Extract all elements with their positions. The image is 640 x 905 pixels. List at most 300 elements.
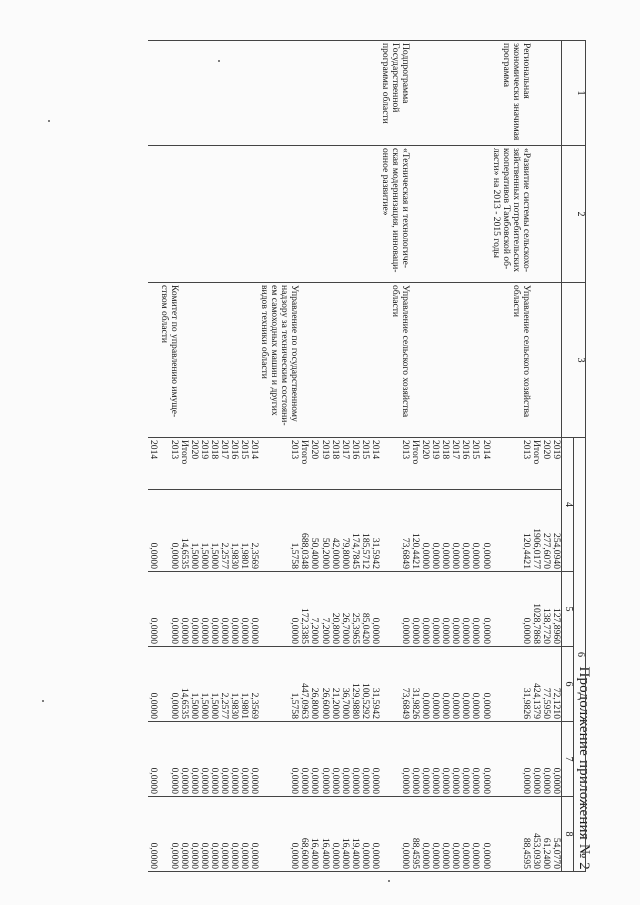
year-cell: 2020 <box>541 438 551 490</box>
executor-cell <box>430 283 440 438</box>
table-row <box>460 41 470 872</box>
extrabudget-cell: 0,0000 <box>148 797 158 872</box>
federal-budget-cell: 0,0000 <box>189 572 199 647</box>
extrabudget-cell: 0,0000 <box>239 797 249 872</box>
year-cell: Итого <box>179 438 189 490</box>
header-col-2: 2 <box>562 146 586 283</box>
local-budget-cell: 0,0000 <box>219 722 229 797</box>
regional-budget-cell: 31,9826 <box>491 647 531 722</box>
extrabudget-cell: 88,4595 <box>491 797 531 872</box>
executor-cell <box>551 283 562 438</box>
local-budget-cell: 0,0000 <box>340 722 350 797</box>
total-cell: 0,0000 <box>470 490 480 572</box>
year-cell: 2015 <box>470 438 480 490</box>
program-name-cell <box>370 146 380 283</box>
federal-budget-cell: 127,8960 <box>551 572 562 647</box>
regional-budget-cell: 1,5758 <box>259 647 299 722</box>
executor-cell <box>209 283 219 438</box>
extrabudget-cell: 16,4000 <box>309 797 319 872</box>
regional-budget-cell: 100,5292 <box>360 647 370 722</box>
regional-budget-cell: 26,8000 <box>309 647 319 722</box>
executor-cell <box>541 283 551 438</box>
program-type-cell <box>360 41 370 146</box>
local-budget-cell: 0,0000 <box>259 722 299 797</box>
total-cell: 1,5000 <box>209 490 219 572</box>
total-cell: 1,5000 <box>189 490 199 572</box>
extrabudget-cell: 0,0000 <box>209 797 219 872</box>
federal-budget-cell: 20,8000 <box>330 572 340 647</box>
executor-cell <box>189 283 199 438</box>
program-name-cell <box>330 146 340 283</box>
total-cell: 73,6849 <box>380 490 410 572</box>
budget-table <box>148 40 586 872</box>
program-type-cell <box>551 41 562 146</box>
federal-budget-cell: 0,0000 <box>491 572 531 647</box>
executor-cell <box>179 283 189 438</box>
federal-budget-cell: 25,3965 <box>350 572 360 647</box>
extrabudget-cell: 0,0000 <box>219 797 229 872</box>
extrabudget-cell: 0,0000 <box>360 797 370 872</box>
table-row <box>229 41 239 872</box>
local-budget-cell: 0,0000 <box>420 722 430 797</box>
program-name-cell <box>340 146 350 283</box>
year-cell: Итого <box>531 438 541 490</box>
year-cell: 2016 <box>350 438 360 490</box>
table-row <box>259 41 299 872</box>
extrabudget-cell: 0,0000 <box>249 797 259 872</box>
regional-budget-cell: 0,0000 <box>440 647 450 722</box>
federal-budget-cell: 0,0000 <box>239 572 249 647</box>
year-cell: 2014 <box>481 438 491 490</box>
local-budget-cell: 0,0000 <box>320 722 330 797</box>
year-cell: 2013 <box>259 438 299 490</box>
regional-budget-cell: 1,5000 <box>189 647 199 722</box>
program-type-cell <box>420 41 430 146</box>
program-type-cell <box>320 41 330 146</box>
year-cell: 2019 <box>320 438 330 490</box>
program-name-cell <box>189 146 199 283</box>
local-budget-cell: 0,0000 <box>350 722 360 797</box>
program-type-cell <box>259 41 299 146</box>
total-cell: 2,3569 <box>249 490 259 572</box>
table-row <box>380 41 410 872</box>
program-type-cell <box>541 41 551 146</box>
table-row <box>159 41 179 872</box>
regional-budget-cell: 0,0000 <box>481 647 491 722</box>
regional-budget-cell: 1,5000 <box>199 647 209 722</box>
federal-budget-cell: 0,0000 <box>249 572 259 647</box>
local-budget-cell: 0,0000 <box>380 722 410 797</box>
table-row <box>370 41 380 872</box>
total-cell: 31,5942 <box>370 490 380 572</box>
year-cell: 2016 <box>460 438 470 490</box>
program-type-cell <box>199 41 209 146</box>
table-row <box>179 41 189 872</box>
program-type-cell <box>340 41 350 146</box>
federal-budget-cell: 85,0420 <box>360 572 370 647</box>
local-budget-cell: 0,0000 <box>148 722 158 797</box>
total-cell: 0,0000 <box>481 490 491 572</box>
program-type-cell <box>350 41 360 146</box>
program-type-cell <box>209 41 219 146</box>
total-cell: 174,7845 <box>350 490 360 572</box>
table-row <box>481 41 491 872</box>
program-name-cell: «Развитие системы сельскохо-зяйственных потребительских кооперативов Тамбовской об-ласти» на 2013 - 2015 годы <box>491 146 531 283</box>
header-col-5: 5 <box>562 572 574 647</box>
total-cell: 1,5000 <box>199 490 209 572</box>
program-name-cell <box>360 146 370 283</box>
header-col-6: 6 <box>562 647 574 722</box>
year-cell: 2017 <box>450 438 460 490</box>
local-budget-cell: 0,0000 <box>360 722 370 797</box>
executor-cell: Управление по государственному надзору за техническим состояни-ем самоходных машин и других видов техники области <box>259 283 299 438</box>
executor-cell <box>360 283 370 438</box>
total-cell: 0,0000 <box>450 490 460 572</box>
program-name-cell <box>440 146 450 283</box>
regional-budget-cell: 0,0000 <box>460 647 470 722</box>
total-cell: 0,0000 <box>159 490 179 572</box>
table-row <box>309 41 319 872</box>
executor-cell <box>420 283 430 438</box>
local-budget-cell: 0,0000 <box>229 722 239 797</box>
executor-cell <box>229 283 239 438</box>
executor-cell <box>370 283 380 438</box>
federal-budget-cell: 0,0000 <box>481 572 491 647</box>
program-type-cell <box>470 41 480 146</box>
local-budget-cell: 0,0000 <box>450 722 460 797</box>
program-name-cell <box>541 146 551 283</box>
table-row <box>440 41 450 872</box>
program-name-cell <box>179 146 189 283</box>
program-name-cell <box>299 146 309 283</box>
federal-budget-cell: 0,0000 <box>430 572 440 647</box>
regional-budget-cell: 14,6535 <box>179 647 189 722</box>
total-cell: 50,4000 <box>309 490 319 572</box>
total-cell: 1,9830 <box>229 490 239 572</box>
program-type-cell <box>299 41 309 146</box>
total-cell: 2,2577 <box>219 490 229 572</box>
program-name-cell <box>229 146 239 283</box>
regional-budget-cell: 2,3569 <box>249 647 259 722</box>
program-type-cell <box>430 41 440 146</box>
extrabudget-cell: 68,6000 <box>299 797 309 872</box>
federal-budget-cell: 0,0000 <box>199 572 209 647</box>
regional-budget-cell: 26,6000 <box>320 647 330 722</box>
total-cell: 1,5758 <box>259 490 299 572</box>
table-row <box>450 41 460 872</box>
local-budget-cell: 0,0000 <box>440 722 450 797</box>
year-cell: 2019 <box>551 438 562 490</box>
table-row <box>299 41 309 872</box>
program-type-cell <box>249 41 259 146</box>
executor-cell <box>410 283 420 438</box>
year-cell: 2014 <box>370 438 380 490</box>
local-budget-cell: 0,0000 <box>551 722 562 797</box>
program-name-cell <box>410 146 420 283</box>
table-row <box>430 41 440 872</box>
program-name-cell <box>450 146 460 283</box>
regional-budget-cell: 424,1379 <box>531 647 541 722</box>
year-cell: 2013 <box>159 438 179 490</box>
federal-budget-cell: 0,0000 <box>159 572 179 647</box>
extrabudget-cell: 0,0000 <box>380 797 410 872</box>
regional-budget-cell: 0,0000 <box>420 647 430 722</box>
header-col-4: 4 <box>562 438 574 572</box>
program-name-cell <box>148 146 158 283</box>
federal-budget-cell: 0,0000 <box>410 572 420 647</box>
header-group-6: 6 <box>574 438 586 872</box>
local-budget-cell: 0,0000 <box>179 722 189 797</box>
extrabudget-cell: 0,0000 <box>179 797 189 872</box>
program-type-cell <box>179 41 189 146</box>
table-row <box>148 41 158 872</box>
table-row <box>360 41 370 872</box>
table-row <box>189 41 199 872</box>
executor-cell <box>148 283 158 438</box>
regional-budget-cell: 21,2000 <box>330 647 340 722</box>
total-cell: 14,6535 <box>179 490 189 572</box>
year-cell: Итого <box>410 438 420 490</box>
extrabudget-cell: 19,4000 <box>350 797 360 872</box>
executor-cell <box>219 283 229 438</box>
executor-cell <box>299 283 309 438</box>
federal-budget-cell: 26,7000 <box>340 572 350 647</box>
executor-cell <box>330 283 340 438</box>
year-cell: 2015 <box>360 438 370 490</box>
table-body <box>148 41 561 872</box>
program-type-cell <box>370 41 380 146</box>
year-cell: 2014 <box>148 438 158 490</box>
executor-cell <box>239 283 249 438</box>
total-cell: 1906,0177 <box>531 490 541 572</box>
total-cell: 0,0000 <box>430 490 440 572</box>
executor-cell <box>309 283 319 438</box>
extrabudget-cell: 16,4000 <box>340 797 350 872</box>
program-name-cell <box>481 146 491 283</box>
program-name-cell <box>420 146 430 283</box>
year-cell: 2015 <box>239 438 249 490</box>
regional-budget-cell: 1,9801 <box>239 647 249 722</box>
executor-cell <box>531 283 541 438</box>
federal-budget-cell: 0,0000 <box>420 572 430 647</box>
program-type-cell <box>189 41 199 146</box>
federal-budget-cell: 0,0000 <box>450 572 460 647</box>
federal-budget-cell: 0,0000 <box>370 572 380 647</box>
federal-budget-cell: 7,2000 <box>309 572 319 647</box>
table-row <box>249 41 259 872</box>
federal-budget-cell: 7,2000 <box>320 572 330 647</box>
year-cell: 2016 <box>229 438 239 490</box>
program-type-cell <box>481 41 491 146</box>
regional-budget-cell: 1,9830 <box>229 647 239 722</box>
local-budget-cell: 0,0000 <box>330 722 340 797</box>
federal-budget-cell: 0,0000 <box>470 572 480 647</box>
local-budget-cell: 0,0000 <box>299 722 309 797</box>
program-type-cell <box>460 41 470 146</box>
federal-budget-cell: 138,7720 <box>541 572 551 647</box>
regional-budget-cell: 73,6849 <box>380 647 410 722</box>
regional-budget-cell: 0,0000 <box>148 647 158 722</box>
extrabudget-cell: 0,0000 <box>159 797 179 872</box>
executor-cell <box>481 283 491 438</box>
program-type-cell <box>440 41 450 146</box>
extrabudget-cell: 0,0000 <box>430 797 440 872</box>
table-row <box>531 41 541 872</box>
year-cell: 2019 <box>199 438 209 490</box>
year-cell: 2013 <box>380 438 410 490</box>
total-cell: 1,9801 <box>239 490 249 572</box>
executor-cell <box>440 283 450 438</box>
executor-cell <box>460 283 470 438</box>
appendix-title: Продолжение приложения № 2 <box>576 666 592 870</box>
regional-budget-cell: 77,5950 <box>541 647 551 722</box>
table-row <box>330 41 340 872</box>
federal-budget-cell: 0,0000 <box>440 572 450 647</box>
table-row <box>199 41 209 872</box>
total-cell: 79,8000 <box>340 490 350 572</box>
local-budget-cell: 0,0000 <box>531 722 541 797</box>
regional-budget-cell: 1,5000 <box>209 647 219 722</box>
local-budget-cell: 0,0000 <box>309 722 319 797</box>
federal-budget-cell: 0,0000 <box>148 572 158 647</box>
table-row <box>350 41 360 872</box>
table-row <box>219 41 229 872</box>
extrabudget-cell: 0,0000 <box>330 797 340 872</box>
year-cell: 2020 <box>309 438 319 490</box>
regional-budget-cell: 2,2577 <box>219 647 229 722</box>
regional-budget-cell: 72,1210 <box>551 647 562 722</box>
local-budget-cell: 0,0000 <box>239 722 249 797</box>
program-name-cell <box>199 146 209 283</box>
regional-budget-cell: 0,0000 <box>450 647 460 722</box>
program-name-cell <box>551 146 562 283</box>
regional-budget-cell: 447,0963 <box>299 647 309 722</box>
regional-budget-cell: 31,5942 <box>370 647 380 722</box>
year-cell: 2017 <box>340 438 350 490</box>
extrabudget-cell: 453,0930 <box>531 797 541 872</box>
extrabudget-cell: 88,4595 <box>410 797 420 872</box>
local-budget-cell: 0,0000 <box>410 722 420 797</box>
program-name-cell <box>209 146 219 283</box>
header-col-8: 8 <box>562 797 574 872</box>
program-name-cell <box>430 146 440 283</box>
program-name-cell <box>320 146 330 283</box>
total-cell: 0,0000 <box>440 490 450 572</box>
extrabudget-cell: 16,4000 <box>320 797 330 872</box>
program-type-cell: Региональная экономически значимая программа <box>491 41 531 146</box>
table-row <box>209 41 219 872</box>
regional-budget-cell: 31,9826 <box>410 647 420 722</box>
extrabudget-cell: 61,2400 <box>541 797 551 872</box>
local-budget-cell: 0,0000 <box>460 722 470 797</box>
executor-cell <box>340 283 350 438</box>
regional-budget-cell: 0,0000 <box>430 647 440 722</box>
program-name-cell: «Техническая и технологиче-ская модернизация, инноваци-онное развитие» <box>380 146 410 283</box>
table-row <box>410 41 420 872</box>
local-budget-cell: 0,0000 <box>370 722 380 797</box>
extrabudget-cell: 0,0000 <box>229 797 239 872</box>
regional-budget-cell: 129,9880 <box>350 647 360 722</box>
program-name-cell <box>470 146 480 283</box>
table-row <box>320 41 330 872</box>
table-row <box>340 41 350 872</box>
program-type-cell <box>410 41 420 146</box>
federal-budget-cell: 172,3385 <box>299 572 309 647</box>
year-cell: 2020 <box>420 438 430 490</box>
extrabudget-cell: 54,0770 <box>551 797 562 872</box>
program-name-cell <box>460 146 470 283</box>
program-name-cell <box>239 146 249 283</box>
year-cell: 2014 <box>249 438 259 490</box>
table-row <box>491 41 531 872</box>
total-cell: 120,4421 <box>410 490 420 572</box>
federal-budget-cell: 0,0000 <box>229 572 239 647</box>
table-row <box>551 41 562 872</box>
executor-cell: Управление сельского хозяйства области <box>380 283 410 438</box>
year-cell: 2019 <box>430 438 440 490</box>
table-row <box>239 41 249 872</box>
federal-budget-cell: 0,0000 <box>259 572 299 647</box>
executor-cell <box>249 283 259 438</box>
executor-cell: Комитет по управлению имуще-ством области <box>159 283 179 438</box>
program-type-cell <box>239 41 249 146</box>
extrabudget-cell: 0,0000 <box>481 797 491 872</box>
executor-cell <box>450 283 460 438</box>
program-name-cell <box>219 146 229 283</box>
executor-cell <box>470 283 480 438</box>
program-type-cell <box>229 41 239 146</box>
program-name-cell <box>531 146 541 283</box>
program-type-cell <box>330 41 340 146</box>
local-budget-cell: 0,0000 <box>249 722 259 797</box>
total-cell: 688,0348 <box>299 490 309 572</box>
year-cell: 2020 <box>189 438 199 490</box>
local-budget-cell: 0,0000 <box>430 722 440 797</box>
total-cell: 42,0000 <box>330 490 340 572</box>
program-type-cell <box>159 41 179 146</box>
local-budget-cell: 0,0000 <box>189 722 199 797</box>
total-cell: 0,0000 <box>148 490 158 572</box>
executor-cell: Управление сельского хозяйства области <box>491 283 531 438</box>
header-col-3: 3 <box>562 283 586 438</box>
federal-budget-cell: 0,0000 <box>460 572 470 647</box>
regional-budget-cell: 0,0000 <box>159 647 179 722</box>
program-type-cell <box>148 41 158 146</box>
year-cell: 2018 <box>209 438 219 490</box>
extrabudget-cell: 0,0000 <box>189 797 199 872</box>
executor-cell <box>350 283 360 438</box>
federal-budget-cell: 0,0000 <box>209 572 219 647</box>
extrabudget-cell: 0,0000 <box>440 797 450 872</box>
local-budget-cell: 0,0000 <box>541 722 551 797</box>
extrabudget-cell: 0,0000 <box>470 797 480 872</box>
year-cell: 2017 <box>219 438 229 490</box>
header-col-7: 7 <box>562 722 574 797</box>
local-budget-cell: 0,0000 <box>199 722 209 797</box>
year-cell: 2013 <box>491 438 531 490</box>
total-cell: 0,0000 <box>460 490 470 572</box>
local-budget-cell: 0,0000 <box>159 722 179 797</box>
extrabudget-cell: 0,0000 <box>370 797 380 872</box>
total-cell: 120,4421 <box>491 490 531 572</box>
local-budget-cell: 0,0000 <box>491 722 531 797</box>
extrabudget-cell: 0,0000 <box>420 797 430 872</box>
year-cell: 2018 <box>330 438 340 490</box>
extrabudget-cell: 0,0000 <box>199 797 209 872</box>
local-budget-cell: 0,0000 <box>470 722 480 797</box>
program-type-cell: Подпрограмма Государственной программы области <box>380 41 410 146</box>
total-cell: 277,6070 <box>541 490 551 572</box>
